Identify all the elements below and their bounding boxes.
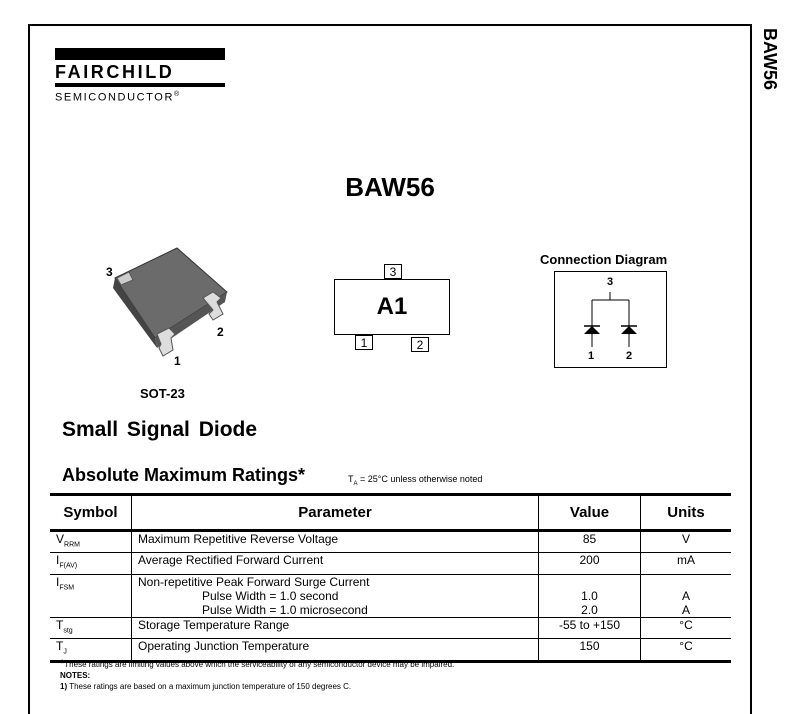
row-value: 200 [539, 553, 641, 574]
row-parameter: Maximum Repetitive Reverse Voltage [132, 531, 539, 553]
pkg-pin-1: 1 [174, 354, 181, 368]
col-units: Units [641, 495, 732, 531]
row-unit: A A [641, 574, 732, 617]
row-symbol: $I_{FSM}$ [50, 574, 132, 617]
footnote-line: These ratings are limiting values above which the serviceability of any semiconductor device may be impaired. [64, 660, 455, 669]
conn-pin-3: 3 [607, 276, 614, 288]
marking-code: A1 [376, 293, 408, 320]
sot23-package-icon [95, 240, 240, 370]
table-header-row [50, 495, 731, 531]
pkg-pin-3: 3 [106, 265, 113, 279]
row-value: 85 [539, 531, 641, 553]
marking-box [334, 279, 450, 335]
conn-pin-2: 2 [626, 350, 633, 362]
marking-pin-3: 3 [384, 264, 402, 279]
ratings-condition-note: $T_A = 25^\circ C$ unless otherwise noted [348, 474, 483, 487]
note-1: These ratings are based on a maximum junction temperature of 150 degrees C. [67, 682, 352, 691]
connection-diagram [554, 271, 667, 368]
package-label: SOT-23 [140, 386, 185, 401]
row-symbol: $I_{F(AV)}$ [50, 553, 132, 574]
table-row [50, 639, 731, 661]
table-row [50, 574, 731, 617]
marking-pin-2: 2 [411, 337, 429, 352]
col-parameter: Parameter [132, 495, 539, 531]
device-subtitle: Small Signal Diode [62, 418, 258, 441]
notes-label: NOTES: [60, 671, 91, 680]
row-unit: °C [641, 617, 732, 638]
col-symbol: Symbol [50, 495, 132, 531]
pkg-pin-2: 2 [217, 325, 224, 339]
ratings-table [50, 493, 731, 663]
row-parameter: Non-repetitive Peak Forward Surge Current Pulse Width = 1.0 second Pulse Width = 1.0 microsecond [132, 574, 539, 617]
logo-sub: SEMICONDUCTOR [55, 91, 174, 104]
table-row [50, 617, 731, 638]
row-parameter: Average Rectified Forward Current [132, 553, 539, 574]
row-unit: mA [641, 553, 732, 574]
logo-name: FAIRCHILD [55, 62, 175, 82]
connection-diagram-title: Connection Diagram [540, 252, 668, 267]
col-value: Value [539, 495, 641, 531]
footnotes: *These ratings are limiting values above which the serviceability of any semiconductor device may be impaired. NOTES: 1) These ratings are based on a maximum junction temperature of 150 degrees C. [60, 658, 455, 691]
table-row [50, 531, 731, 553]
row-parameter: Operating Junction Temperature [132, 639, 539, 661]
fairchild-logo: FAIRCHILD SEMICONDUCTOR® [55, 48, 225, 105]
ratings-heading: Absolute Maximum Ratings* [62, 465, 306, 485]
row-unit: °C [641, 639, 732, 661]
row-parameter: Storage Temperature Range [132, 617, 539, 638]
row-symbol: $V_{RRM}$ [50, 531, 132, 553]
conn-pin-1: 1 [588, 350, 595, 362]
row-value: 1.0 2.0 [539, 574, 641, 617]
side-part-label: BAW56 [760, 28, 780, 91]
row-symbol: $T_J$ [50, 639, 132, 661]
page-title: BAW56 [345, 172, 435, 202]
row-value: 150 [539, 639, 641, 661]
row-unit: V [641, 531, 732, 553]
row-value: -55 to +150 [539, 617, 641, 638]
table-row [50, 553, 731, 574]
row-symbol: $T_{stg}$ [50, 617, 132, 638]
marking-pin-1: 1 [355, 335, 373, 350]
